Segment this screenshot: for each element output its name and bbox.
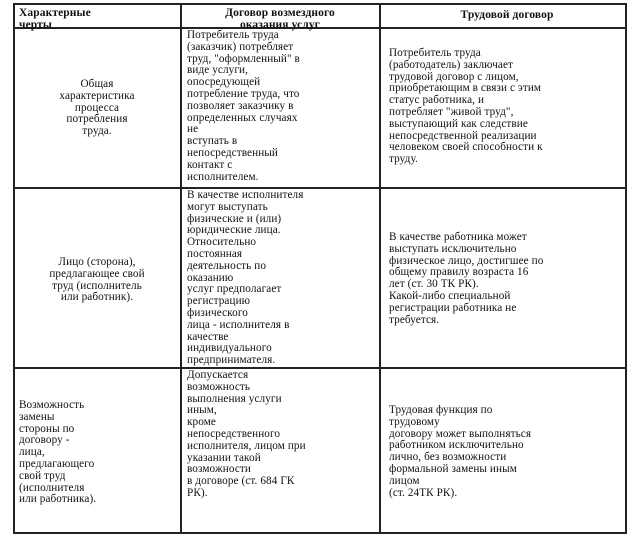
comparison-table <box>13 3 627 534</box>
row2-feature: Лицо (сторона), предлагающее свой труд (исполнитель или работник). <box>49 256 145 304</box>
row1-service-contract: Потребитель труда (заказчик) потребляет труд, "оформленный" в виде услуги, опосредующей потребление труда, что позволяет заказчику в определенных случаях не вступать в непосредственный контакт с исполнителем. <box>187 29 300 183</box>
row2-service-contract: В качестве исполнителя могут выступать физические и (или) юридические лица. Относительно постоянная деятельность по оказанию услуг предполагает регистрацию физического лица - исполнителя в качестве индивидуального предпринимателя. <box>187 189 304 367</box>
row1-feature: Общая характеристика процесса потребления труда. <box>59 78 135 138</box>
row-divider <box>15 187 625 189</box>
header-features: Характерные черты <box>19 7 91 31</box>
row-divider <box>15 367 625 369</box>
row3-service-contract: Допускается возможность выполнения услуги иным, кроме непосредственного исполнителя, лицом при указании такой возможности в договоре (ст. 684 ГК РК). <box>187 369 306 499</box>
header-labor-contract: Трудовой договор <box>460 9 554 21</box>
column-divider <box>379 5 381 532</box>
column-divider <box>180 5 182 532</box>
header-service-contract: Договор возмездного оказания услуг <box>225 7 335 31</box>
row1-labor-contract: Потребитель труда (работодатель) заключает трудовой договор с лицом, приобретающим в связи с этим статус работника, и потребляет "живой труд", выступающий как следствие непосредственной реализации человеком своей способности к труду. <box>389 47 543 166</box>
row3-labor-contract: Трудовая функция по трудовому договору может выполняться работником исключительно лично, без возможности формальной замены иным лицом (ст. 24ТК РК). <box>389 404 532 499</box>
row3-feature: Возможность замены стороны по договору - лица, предлагающего свой труд (исполнителя или работника). <box>19 399 97 506</box>
row2-labor-contract: В качестве работника может выступать исключительно физическое лицо, достигшее по общему правилу возраста 16 лет (ст. 30 ТК РК). Какой-либо специальной регистрации работника не требуется. <box>389 231 544 326</box>
